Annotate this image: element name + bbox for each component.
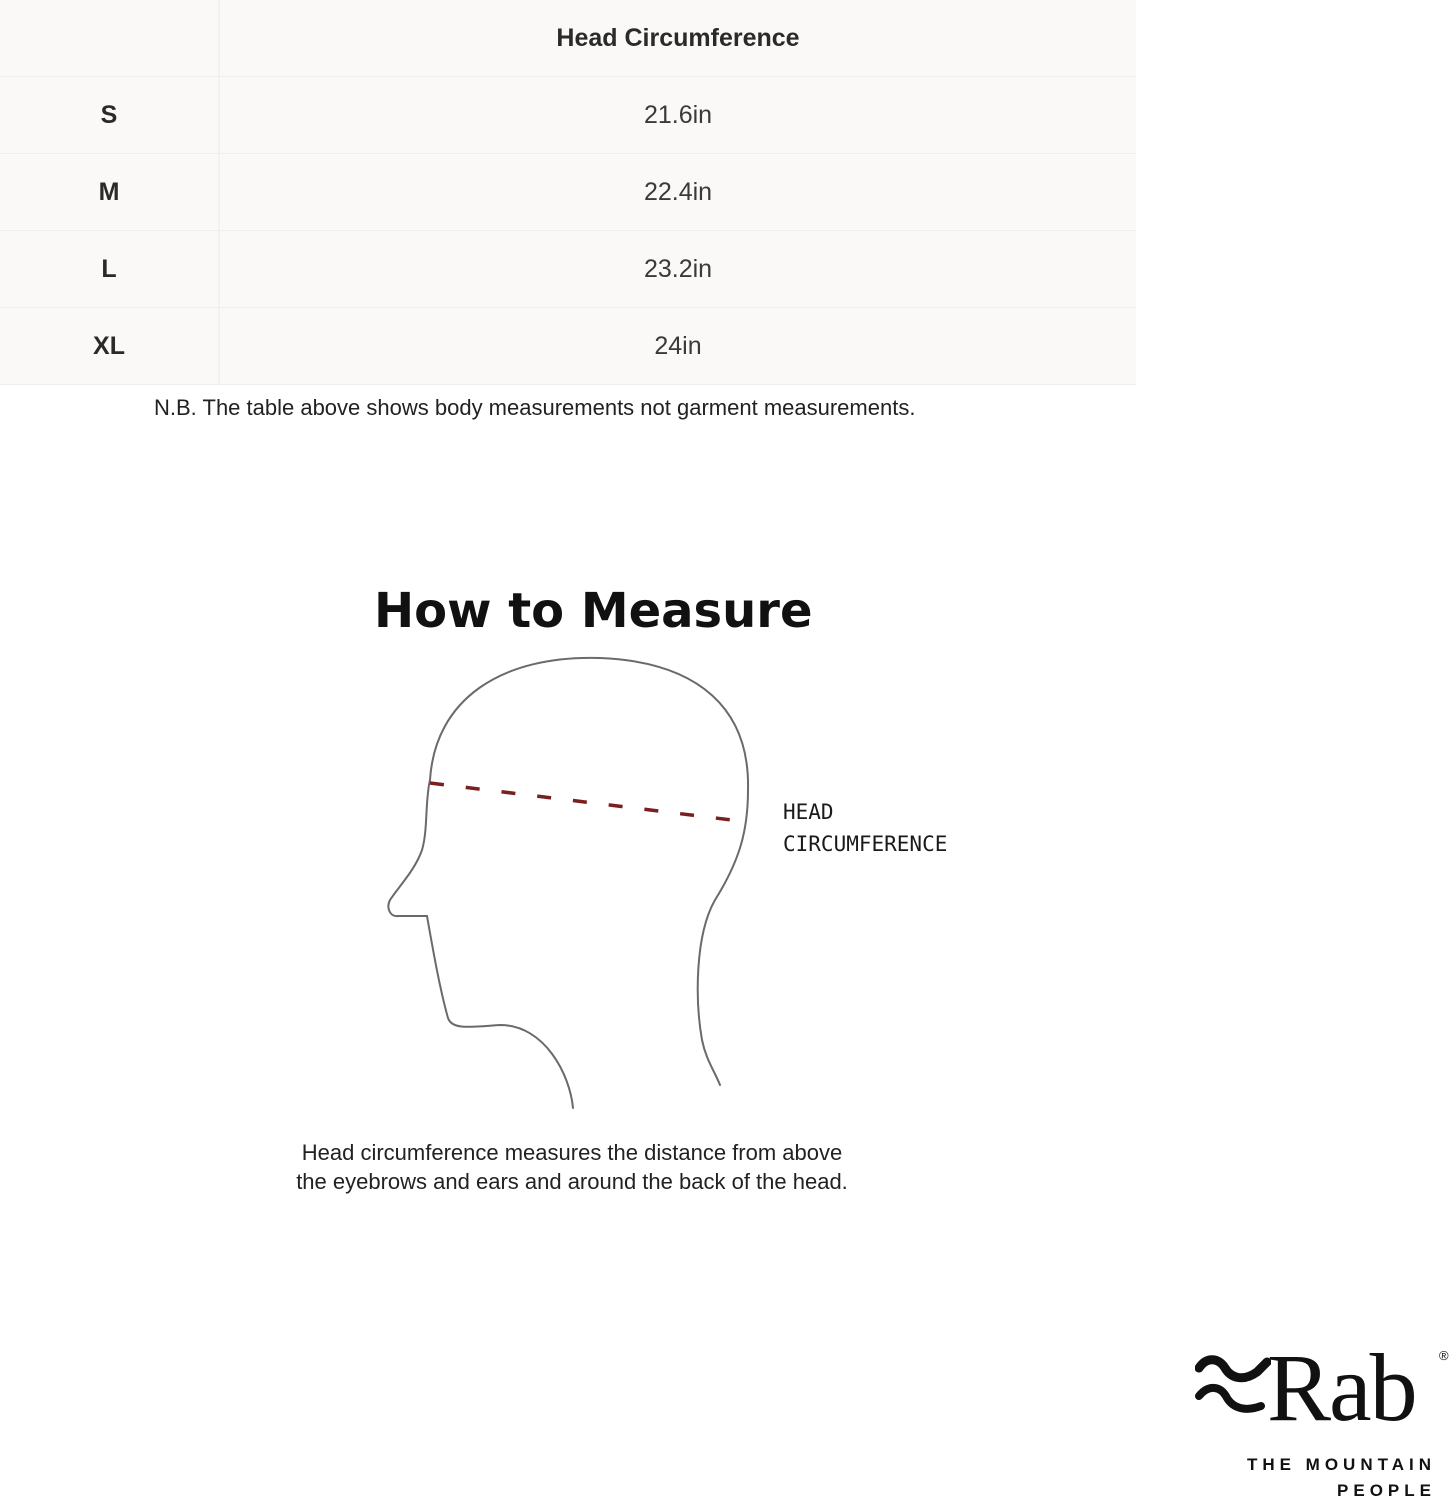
brand-name: Rab (1267, 1334, 1416, 1441)
tagline-line2: PEOPLE (1337, 1481, 1436, 1500)
size-value: 23.2in (219, 231, 1136, 308)
size-label: M (0, 154, 219, 231)
table-row (0, 231, 1136, 308)
size-label: S (0, 77, 219, 154)
table-header-row (0, 0, 1136, 77)
size-value: 21.6in (219, 77, 1136, 154)
size-column-header (0, 0, 219, 77)
how-to-measure-title: How to Measure (374, 583, 813, 639)
head-label-line1: HEAD (783, 800, 834, 824)
table-row (0, 77, 1136, 154)
table-row (0, 154, 1136, 231)
size-label: L (0, 231, 219, 308)
head-circumference-column-header: Head Circumference (219, 0, 1136, 77)
size-table (0, 0, 1136, 385)
mountain-wave-icon (1195, 1346, 1271, 1426)
head-outline (430, 658, 748, 1085)
size-label: XL (0, 308, 219, 385)
registered-mark: ® (1439, 1348, 1449, 1363)
size-value: 22.4in (219, 154, 1136, 231)
face-outline (388, 780, 573, 1108)
rab-logo (1195, 1334, 1453, 1500)
head-circumference-measure-line (430, 783, 748, 822)
size-value: 24in (219, 308, 1136, 385)
head-circumference-label (783, 796, 947, 860)
measurement-note: N.B. The table above shows body measurements not garment measurements. (154, 395, 916, 420)
table-row (0, 308, 1136, 385)
head-label-line2: CIRCUMFERENCE (783, 832, 948, 856)
brand-tagline (1206, 1452, 1436, 1504)
measure-description: Head circumference measures the distance from above the eyebrows and ears and around the back of the head. (296, 1140, 848, 1194)
head-profile-illustration (380, 650, 760, 1120)
tagline-line1: THE MOUNTAIN (1246, 1455, 1436, 1474)
